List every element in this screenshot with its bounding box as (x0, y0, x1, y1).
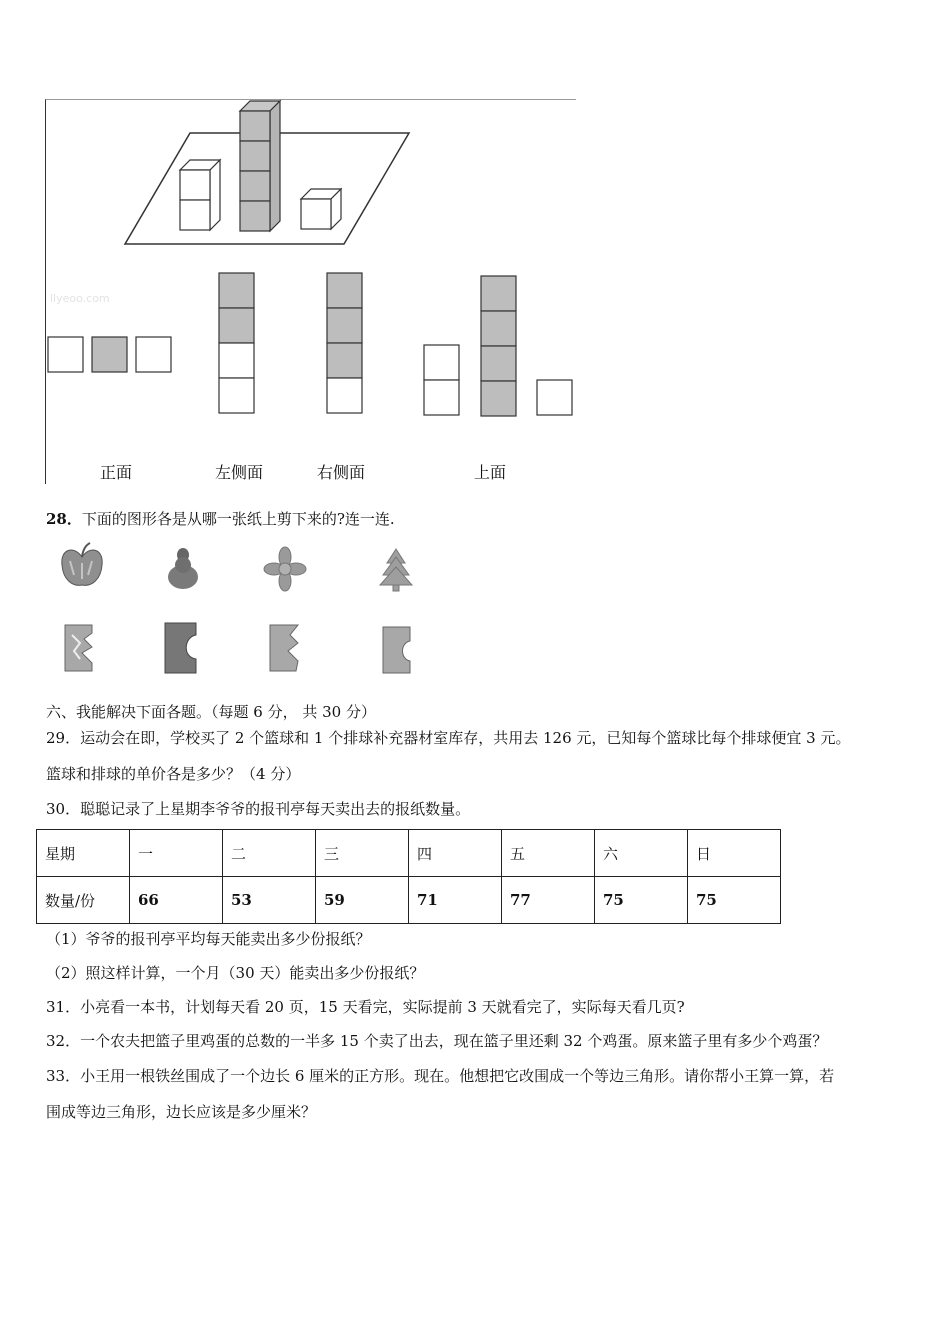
table-value-cell: 77 (502, 877, 595, 924)
table-value-cell: 66 (130, 877, 223, 924)
cutout-shapes (0, 535, 460, 685)
cut-paper-3 (270, 625, 298, 671)
question-33-line1: 33．小王用一根铁丝围成了一个边长 6 厘米的正方形。现在。他想把它改围成一个等边三角形。请你帮小王算一算，若 (46, 1067, 835, 1085)
section-6-title: 六、我能解决下面各题。（每题 6 分， 共 30 分） (46, 703, 376, 721)
flower-shape-icon (264, 547, 306, 591)
table-header-row (37, 830, 781, 877)
view-label-left: 左侧面 (215, 463, 264, 482)
left-side-view (219, 273, 254, 413)
front-view (48, 337, 171, 372)
table-day-cell: 五 (502, 830, 595, 877)
cube-figure (0, 0, 600, 470)
watermark: llyeoo.com (50, 292, 110, 305)
question-30-intro: 30．聪聪记录了上星期李爷爷的报刊亭每天卖出去的报纸数量。 (46, 800, 471, 818)
question-32: 32．一个农夫把篮子里鸡蛋的总数的一半多 15 个卖了出去，现在篮子里还剩 32 个鸡蛋。原来篮子里有多少个鸡蛋？ (46, 1032, 828, 1050)
question-31: 31．小亮看一本书，计划每天看 20 页，15 天看完，实际提前 3 天就看完了，实际每天看几页? (46, 998, 685, 1016)
right-side-view (327, 273, 362, 413)
table-day-cell: 一 (130, 830, 223, 877)
cube-single-right (301, 189, 341, 229)
table-day-cell: 三 (316, 830, 409, 877)
table-value-cell: 75 (595, 877, 688, 924)
table-row-label: 数量/份 (37, 877, 130, 924)
table-day-cell: 日 (688, 830, 781, 877)
table-value-cell: 59 (316, 877, 409, 924)
question-text: 下面的图形各是从哪一张纸上剪下来的?连一连. (81, 510, 395, 528)
question-33-line2: 围成等边三角形，边长应该是多少厘米？ (46, 1103, 317, 1121)
top-view (424, 276, 572, 416)
question-number: 28． (46, 510, 82, 528)
table-value-row (37, 877, 781, 924)
tree-shape-icon (380, 549, 412, 591)
question-30-sub1: （1）爷爷的报刊亭平均每天能卖出多少份报纸？ (46, 930, 371, 948)
cube-stack-middle (240, 101, 280, 231)
table-day-cell: 四 (409, 830, 502, 877)
view-label-right: 右侧面 (317, 463, 366, 482)
cut-paper-2 (165, 623, 196, 673)
sales-table (36, 829, 781, 924)
question-28 (46, 509, 395, 529)
table-value-cell: 53 (223, 877, 316, 924)
table-header-label: 星期 (37, 830, 130, 877)
cube-stack-left (180, 160, 220, 230)
gourd-shape-icon (168, 548, 198, 589)
table-day-cell: 二 (223, 830, 316, 877)
table-value-cell: 75 (688, 877, 781, 924)
apple-shape-icon (62, 543, 102, 585)
question-29-line1: 29．运动会在即，学校买了 2 个篮球和 1 个排球补充器材室库存，共用去 126 元，已知每个篮球比每个排球便宜 3 元。 (46, 729, 851, 747)
cut-paper-1 (65, 625, 92, 671)
view-label-top: 上面 (474, 463, 507, 482)
question-30-sub2: （2）照这样计算，一个月（30 天）能卖出多少份报纸？ (46, 964, 425, 982)
cut-paper-4 (383, 627, 410, 673)
table-day-cell: 六 (595, 830, 688, 877)
view-label-front: 正面 (100, 463, 133, 482)
question-29-line2: 篮球和排球的单价各是多少？（4 分） (46, 765, 301, 783)
table-value-cell: 71 (409, 877, 502, 924)
